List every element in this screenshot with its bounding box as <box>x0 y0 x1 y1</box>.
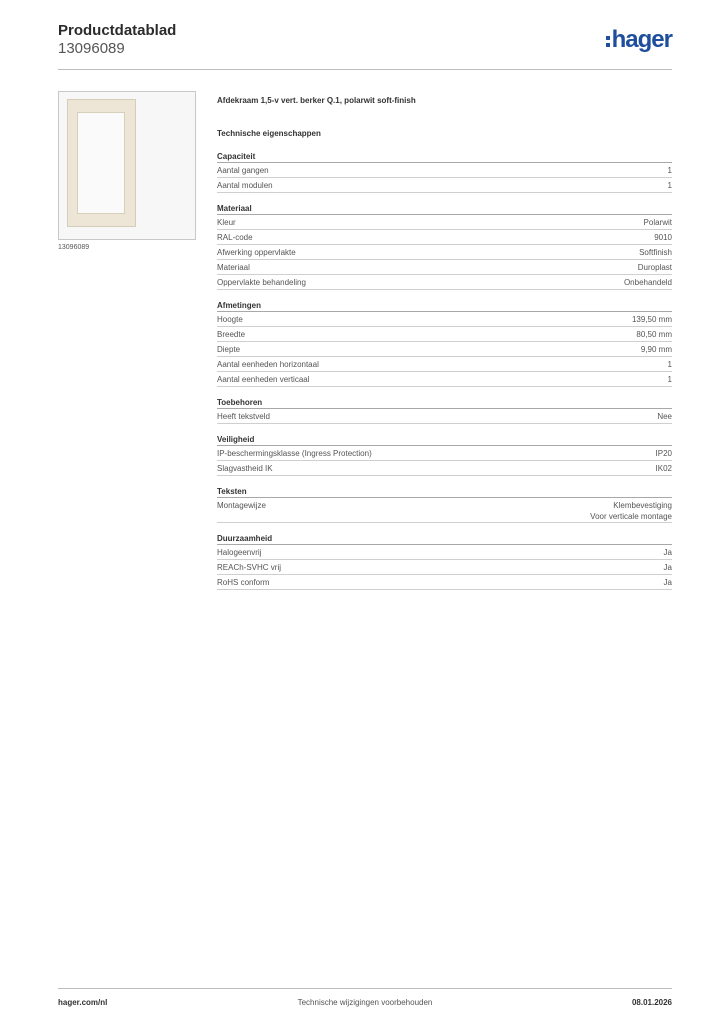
spec-value <box>632 314 672 325</box>
spec-value <box>641 344 672 355</box>
spec-key: REACh-SVHC vrij <box>217 563 282 572</box>
spec-key: Kleur <box>217 218 236 227</box>
spec-section <box>217 300 672 387</box>
spec-value <box>668 165 672 176</box>
spec-section <box>217 434 672 476</box>
section-title: Afmetingen <box>217 300 672 312</box>
footer-divider <box>58 988 672 989</box>
spec-key: Montagewijze <box>217 501 266 510</box>
spec-row <box>217 215 672 230</box>
spec-key: Aantal eenheden verticaal <box>217 375 310 384</box>
logo-dots-icon <box>606 36 610 47</box>
footer-website-link[interactable]: hager.com/nl <box>58 998 108 1007</box>
spec-value-line: 1 <box>667 181 672 190</box>
section-title: Teksten <box>217 486 672 498</box>
spec-value <box>654 232 672 243</box>
spec-value-line: Ja <box>663 548 672 557</box>
spec-section <box>217 533 672 590</box>
spec-value <box>624 277 672 288</box>
spec-key: Breedte <box>217 330 246 339</box>
spec-value-line: 1 <box>667 375 672 384</box>
spec-row <box>217 409 672 424</box>
section-title: Veiligheid <box>217 434 672 446</box>
spec-subheading: Technische eigenschappen <box>217 129 321 138</box>
spec-value <box>656 448 672 459</box>
spec-row <box>217 275 672 290</box>
spec-value-line: 1 <box>667 166 672 175</box>
section-title: Duurzaamheid <box>217 533 672 545</box>
product-image <box>58 91 196 240</box>
spec-value <box>657 411 672 422</box>
spec-value-line: Onbehandeld <box>623 278 672 287</box>
spec-key: Aantal eenheden horizontaal <box>217 360 319 369</box>
page-header <box>58 22 672 70</box>
spec-sections <box>217 151 672 590</box>
cover-frame-illustration <box>67 99 136 227</box>
spec-row <box>217 178 672 193</box>
spec-row <box>217 357 672 372</box>
spec-section <box>217 203 672 290</box>
spec-key: Slagvastheid IK <box>217 464 273 473</box>
spec-value-line: IP20 <box>655 449 672 458</box>
spec-row <box>217 230 672 245</box>
spec-key: Hoogte <box>217 315 243 324</box>
spec-key: Afwerking oppervlakte <box>217 248 296 257</box>
spec-row <box>217 260 672 275</box>
spec-value-line: Nee <box>657 412 672 421</box>
spec-row <box>217 327 672 342</box>
spec-value-line: Polarwit <box>643 218 672 227</box>
spec-value-line: Ja <box>663 563 672 572</box>
spec-value <box>664 562 672 573</box>
product-title: Afdekraam 1,5-v vert. berker Q.1, polarwit soft-finish <box>217 96 416 105</box>
spec-value <box>590 500 672 522</box>
spec-row <box>217 312 672 327</box>
spec-value-line: 139,50 mm <box>631 315 672 324</box>
spec-value <box>639 247 672 258</box>
footer-disclaimer: Technische wijzigingen voorbehouden <box>297 998 433 1007</box>
spec-value-line: 9010 <box>654 233 672 242</box>
section-title: Capaciteit <box>217 151 672 163</box>
spec-value <box>668 180 672 191</box>
spec-row <box>217 560 672 575</box>
spec-value <box>656 463 672 474</box>
spec-value <box>638 262 672 273</box>
spec-row <box>217 461 672 476</box>
spec-key: Aantal gangen <box>217 166 269 175</box>
hager-logo <box>606 28 672 54</box>
spec-value <box>636 329 672 340</box>
spec-key: Materiaal <box>217 263 250 272</box>
spec-row <box>217 498 672 523</box>
spec-row <box>217 575 672 590</box>
spec-value <box>664 577 672 588</box>
spec-value-line: 80,50 mm <box>636 330 672 339</box>
logo-wordmark: hager <box>611 26 672 53</box>
spec-section <box>217 486 672 523</box>
spec-key: Oppervlakte behandeling <box>217 278 306 287</box>
spec-section <box>217 397 672 424</box>
spec-key: RAL-code <box>217 233 253 242</box>
spec-row <box>217 545 672 560</box>
spec-section <box>217 151 672 193</box>
spec-row <box>217 446 672 461</box>
spec-content <box>217 96 672 590</box>
spec-value <box>644 217 672 228</box>
spec-value-line: IK02 <box>655 464 672 473</box>
spec-value-line: Voor verticale montage <box>590 512 672 521</box>
spec-key: Heeft tekstveld <box>217 412 270 421</box>
spec-value-line: 1 <box>667 360 672 369</box>
spec-value-line: Ja <box>663 578 672 587</box>
spec-key: Halogeenvrij <box>217 548 262 557</box>
spec-value <box>664 547 672 558</box>
spec-value <box>668 374 672 385</box>
spec-value-line: Klembevestiging <box>613 501 672 510</box>
spec-row <box>217 163 672 178</box>
spec-value <box>668 359 672 370</box>
footer-date: 08.01.2026 <box>631 998 672 1007</box>
spec-row <box>217 245 672 260</box>
product-image-caption: 13096089 <box>58 244 90 251</box>
spec-key: Aantal modulen <box>217 181 273 190</box>
spec-key: IP-beschermingsklasse (Ingress Protection) <box>217 449 372 458</box>
header-divider <box>58 69 672 70</box>
document-number: 13096089 <box>58 40 125 57</box>
section-title: Toebehoren <box>217 397 672 409</box>
spec-key: RoHS conform <box>217 578 270 587</box>
spec-value-line: 9,90 mm <box>640 345 672 354</box>
spec-value-line: Softfinish <box>639 248 672 257</box>
spec-row <box>217 372 672 387</box>
section-title: Materiaal <box>217 203 672 215</box>
spec-key: Diepte <box>217 345 241 354</box>
spec-value-line: Duroplast <box>637 263 672 272</box>
page-footer <box>58 988 672 1012</box>
document-title: Productdatablad <box>58 22 177 39</box>
spec-row <box>217 342 672 357</box>
